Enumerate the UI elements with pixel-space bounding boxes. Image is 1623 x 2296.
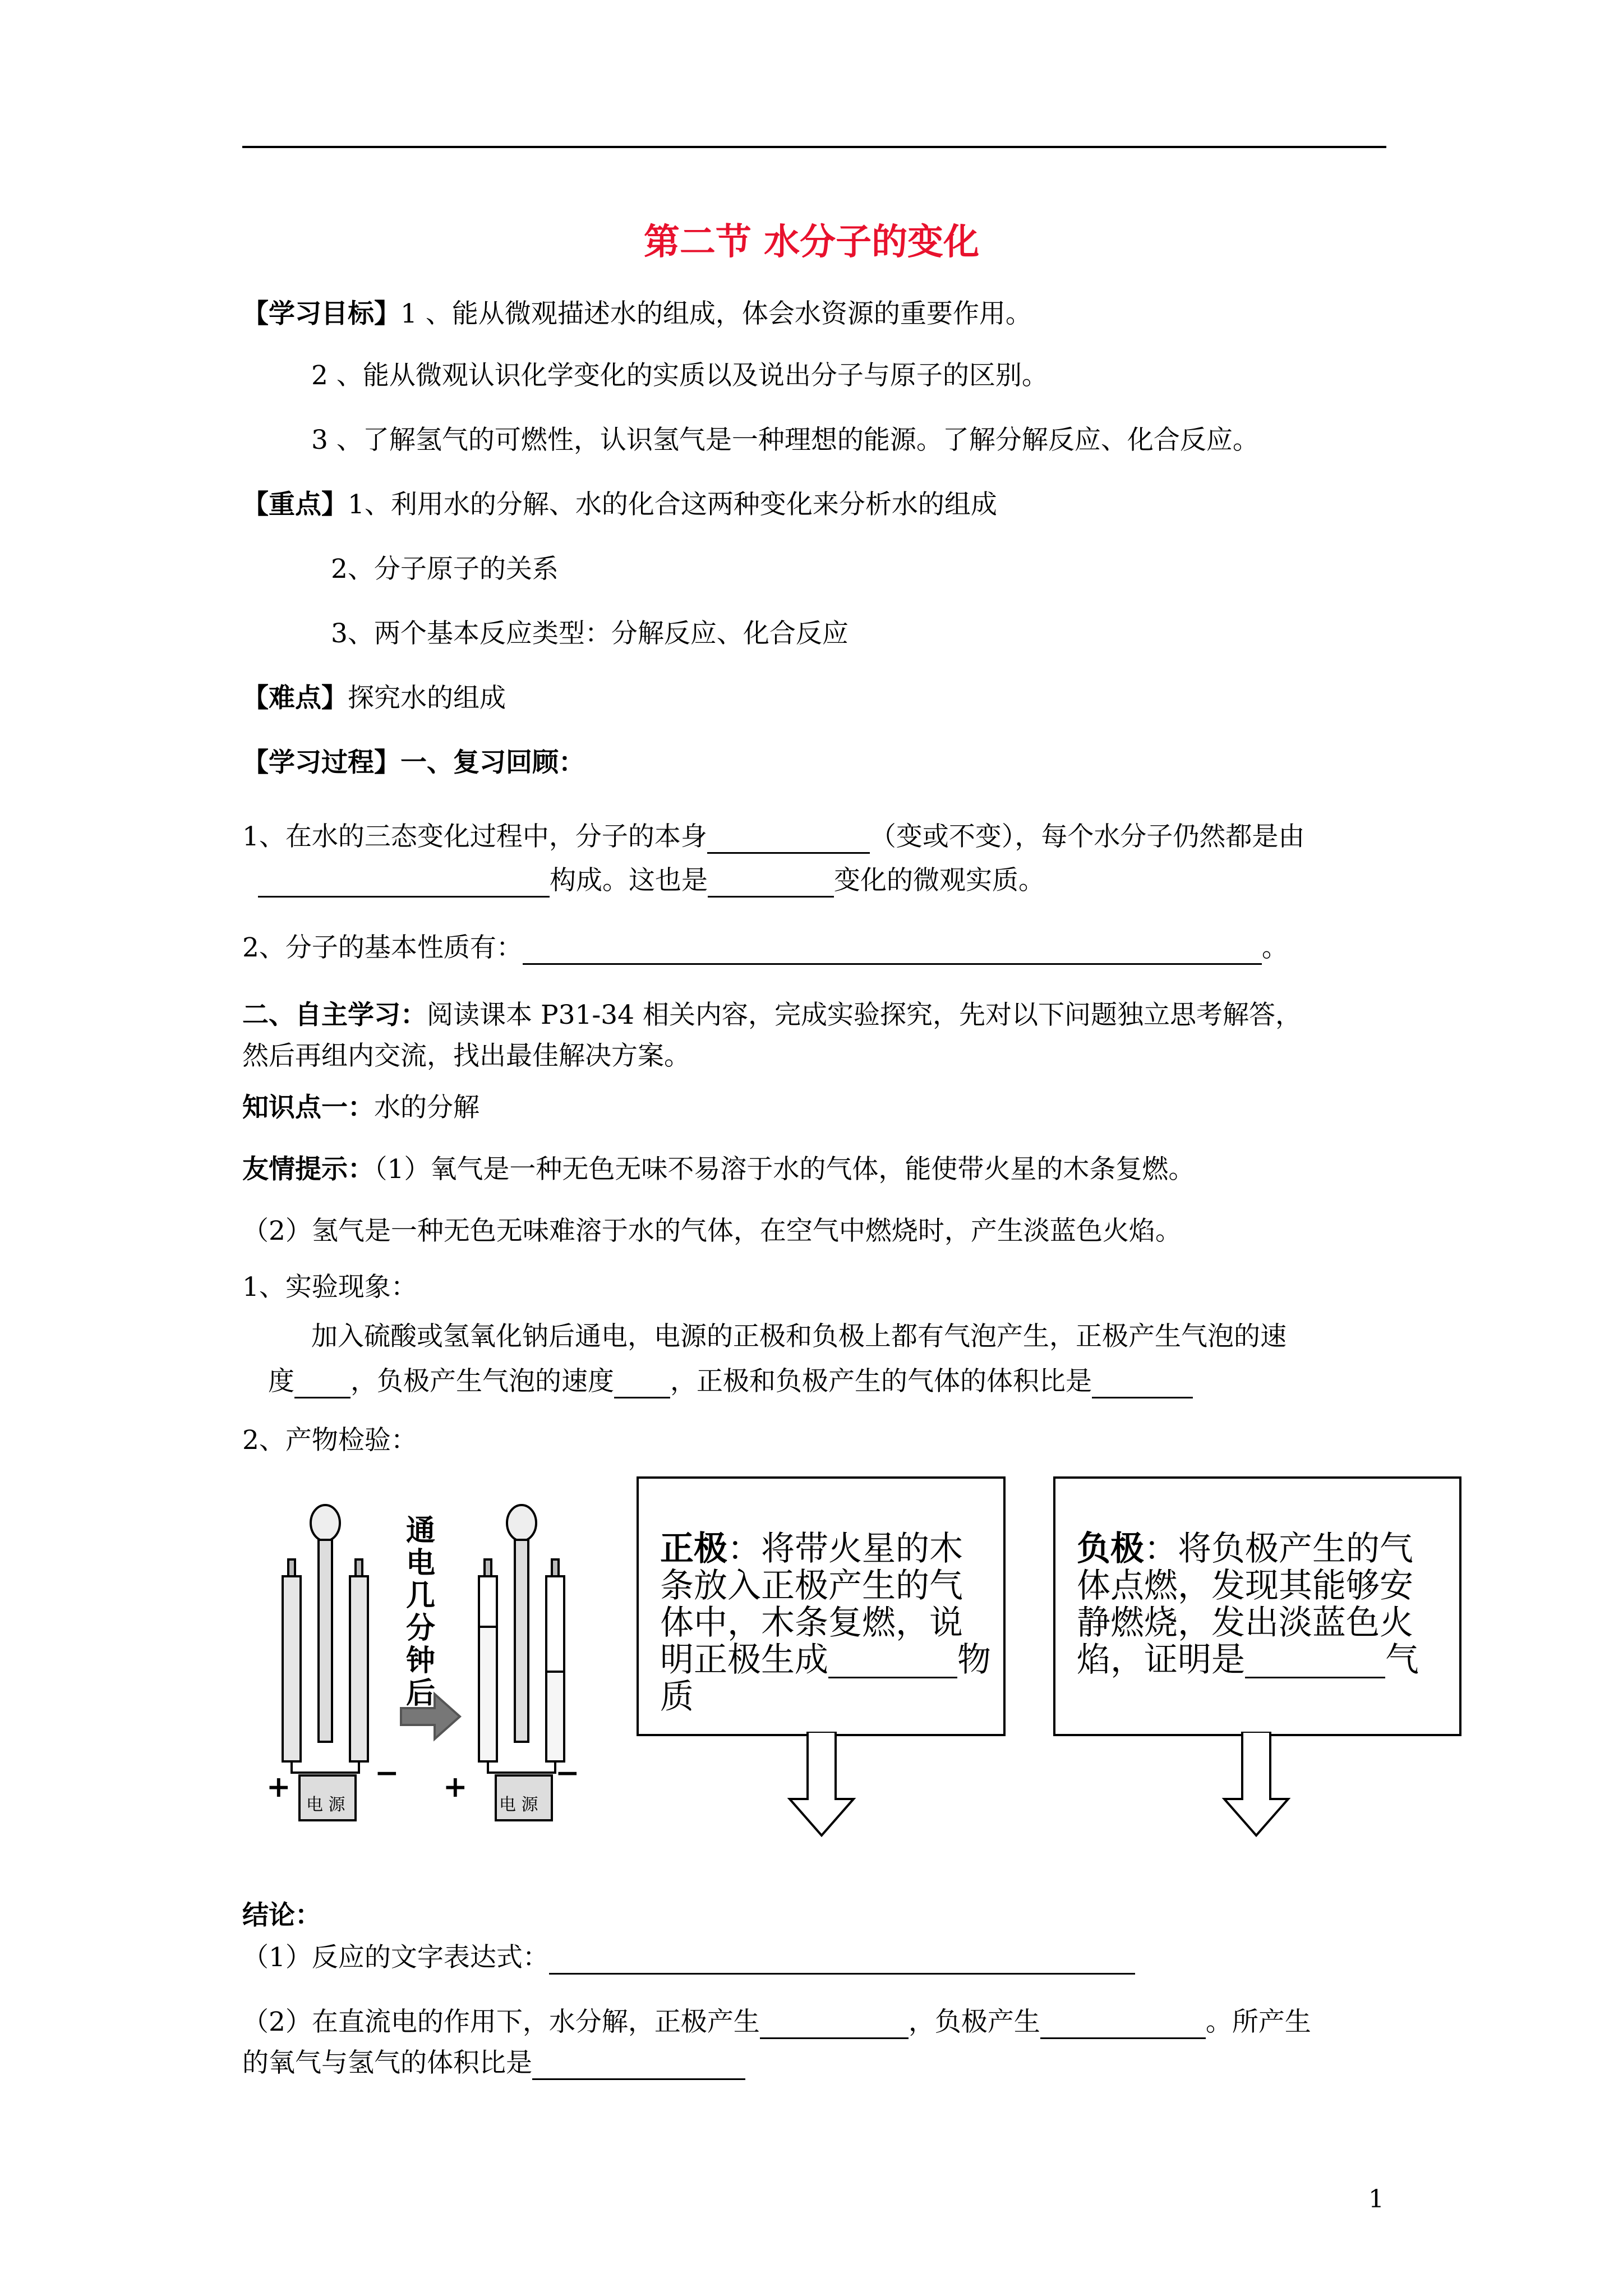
review-q1-line-2 (258, 864, 1045, 898)
review-q1-text-b: （变或不变），每个水分子仍然都是由 (869, 821, 1305, 852)
vertical-caption (404, 1515, 437, 1710)
review-q1-text-d: 变化的微观实质。 (834, 865, 1045, 896)
key-point-1: 1、利用水的分解、水的化合这两种变化来分析水的组成 (348, 489, 997, 520)
negative-down-arrow (1220, 1732, 1293, 1841)
blank-molecule-properties[interactable] (523, 936, 1262, 965)
plus-sign-2: + (443, 1770, 468, 1804)
conclusion-text-2b: ，负极产生 (908, 2007, 1040, 2037)
phenomena-text-2c: ，正极和负极产生的气体的体积比是 (670, 1366, 1092, 1397)
blank-composed-of[interactable] (258, 869, 550, 898)
blank-positive-speed[interactable] (294, 1370, 351, 1398)
review-q2-text-a: 2、分子的基本性质有： (242, 932, 523, 963)
product-test-title: 2、产物检验： (242, 1425, 417, 1456)
tip-2: （2）氢气是一种无色无味难溶于水的气体，在空气中燃烧时，产生淡蓝色火焰。 (242, 1216, 1182, 1246)
blank-volume-ratio[interactable] (1092, 1370, 1193, 1398)
objectives-label: 【学习目标】 (242, 298, 400, 329)
self-study-line-1 (242, 999, 1302, 1032)
positive-end-text: 物质 (660, 1640, 991, 1717)
difficulty-label: 【难点】 (242, 683, 348, 714)
knowledge-point-label: 知识点一： (242, 1092, 374, 1123)
blank-negative-product[interactable] (1245, 1646, 1385, 1678)
objectives-line-1 (242, 297, 1032, 331)
review-q1-line-1 (242, 820, 1304, 854)
key-point-2: 2、分子原子的关系 (331, 554, 559, 585)
conclusion-text-3: 的氧气与氢气的体积比是 (242, 2047, 532, 2078)
blank-negative-speed[interactable] (614, 1370, 670, 1398)
key-point-3: 3、两个基本反应类型：分解反应、化合反应 (331, 618, 849, 649)
self-study-text-2: 然后再组内交流，找出最佳解决方案。 (242, 1041, 690, 1071)
positive-label: 正极 (660, 1529, 727, 1568)
negative-label: 负极 (1077, 1529, 1144, 1568)
down-arrow-icon (785, 1732, 858, 1838)
process-label: 【学习过程】 (242, 747, 400, 778)
page-number: 1 (1368, 2185, 1384, 2214)
negative-electrode-text (1077, 1530, 1441, 1678)
positive-description: ：将带火星的木条放入正极产生的气体中，木条复燃，说明正极生成 (660, 1529, 963, 1680)
caption-char-2: 电 (405, 1547, 435, 1580)
page-title: 第二节 水分子的变化 (643, 221, 980, 263)
phenomena-text-2a: 度 (268, 1366, 294, 1397)
conclusion-line-3 (242, 2046, 745, 2080)
review-heading: 一、复习回顾： (400, 747, 585, 778)
negative-end-text: 气 (1385, 1640, 1419, 1680)
conclusion-line-2 (242, 2005, 1311, 2039)
conclusion-text-2a: （2）在直流电的作用下，水分解，正极产生 (242, 2007, 760, 2037)
tip-1: （1）氧气是一种无色无味不易溶于水的气体，能使带火星的木条复燃。 (374, 1154, 1195, 1185)
objective-3: 3 、了解氢气的可燃性，认识氢气是一种理想的能源。了解分解反应、化合反应。 (311, 425, 1259, 455)
down-arrow-icon (1220, 1732, 1293, 1838)
blank-change-or-not[interactable] (707, 825, 870, 854)
caption-char-4: 分 (405, 1612, 435, 1645)
caption-char-1: 通 (405, 1514, 435, 1548)
conclusion-label: 结论： (242, 1900, 321, 1931)
positive-electrode-box (637, 1476, 1006, 1736)
review-q1-text-c: 构成。这也是 (550, 865, 708, 896)
review-q2-line (242, 931, 1288, 965)
conclusion-text-1: （1）反应的文字表达式： (242, 1942, 549, 1973)
blank-negative-gas[interactable] (1040, 2010, 1206, 2039)
phenomena-line-2 (268, 1365, 1193, 1398)
caption-char-6: 后 (405, 1677, 435, 1710)
self-study-text-1: 阅读课本 P31-34 相关内容，完成实验探究，先对以下问题独立思考解答， (427, 1000, 1302, 1030)
key-points-line-1 (242, 488, 997, 522)
tips-label: 友情提示： (242, 1154, 374, 1185)
key-points-label: 【重点】 (242, 489, 348, 520)
plus-sign-1: + (266, 1770, 291, 1804)
phenomena-text-1: 加入硫酸或氢氧化钠后通电，电源的正极和负极上都有气泡产生，正极产生气泡的速 (311, 1321, 1287, 1352)
process-line (242, 746, 585, 780)
blank-change-type[interactable] (708, 869, 834, 898)
minus-sign-1: − (375, 1756, 399, 1790)
phenomena-text-2b: ，负极产生气泡的速度 (351, 1366, 614, 1397)
minus-sign-2: − (555, 1756, 580, 1790)
header-rule (242, 146, 1386, 148)
power-label-1: 电 源 (306, 1795, 345, 1815)
difficulty-line (242, 682, 506, 715)
caption-char-3: 几 (405, 1579, 435, 1613)
objective-2: 2 、能从微观认识化学变化的实质以及说出分子与原子的区别。 (311, 360, 1048, 391)
knowledge-point-line (242, 1091, 479, 1125)
review-q2-text-b: 。 (1261, 932, 1288, 963)
knowledge-point-text: 水的分解 (374, 1092, 479, 1123)
conclusion-line-1 (242, 1941, 1135, 1975)
negative-electrode-box (1053, 1476, 1461, 1736)
tips-line-1 (242, 1153, 1195, 1186)
review-q1-text-a: 1、在水的三态变化过程中，分子的本身 (242, 821, 707, 852)
power-label-2: 电 源 (499, 1795, 538, 1815)
blank-word-equation[interactable] (549, 1946, 1135, 1975)
objective-1: 1 、能从微观描述水的组成，体会水资源的重要作用。 (400, 298, 1032, 329)
positive-down-arrow (785, 1732, 858, 1841)
negative-description: ：将负极产生的气体点燃，发现其能够安静燃烧，发出淡蓝色火焰，证明是 (1077, 1529, 1413, 1680)
caption-char-5: 钟 (405, 1644, 435, 1678)
blank-positive-gas[interactable] (760, 2010, 909, 2039)
self-study-label: 二、自主学习： (242, 1000, 427, 1030)
difficulty-text: 探究水的组成 (348, 683, 506, 714)
positive-electrode-text (660, 1530, 991, 1715)
blank-positive-product[interactable] (828, 1646, 957, 1678)
phenomena-title: 1、实验现象： (242, 1272, 417, 1303)
conclusion-text-2c: 。所产生 (1205, 2007, 1311, 2037)
blank-gas-volume-ratio[interactable] (532, 2051, 745, 2080)
